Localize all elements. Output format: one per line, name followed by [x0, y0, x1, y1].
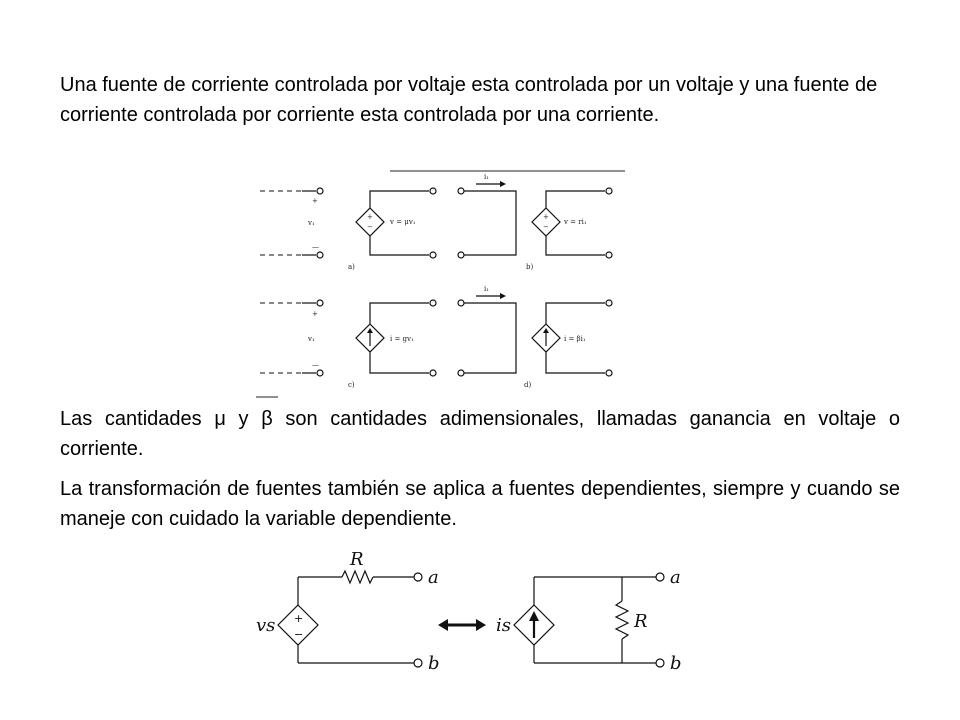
tag-a: a) [348, 263, 355, 271]
control-minus-c: — [312, 361, 319, 369]
gain-paragraph: Las cantidades μ y β son cantidades adimensionales, llamadas ganancia en voltaje o corriente. [60, 408, 900, 460]
resistor-left [342, 571, 373, 583]
equation-a: v = μv₁ [390, 218, 416, 226]
intro-paragraph: Una fuente de corriente controlada por voltaje esta controlada por un voltaje y una fuente de corriente controlada por corriente esta controlada por una corriente. [60, 74, 878, 126]
control-plus-a: + [312, 197, 318, 205]
control-current-b: i₁ [484, 173, 490, 181]
tag-c: c) [348, 381, 355, 389]
terminal-a-right: a [670, 567, 681, 588]
current-source-circuit [496, 567, 682, 674]
terminal-b-right: b [670, 653, 682, 674]
arrow-up-icon [543, 328, 549, 333]
resistor-left-label: R [350, 549, 364, 570]
svg-text:+: + [543, 213, 549, 221]
double-arrow-icon [438, 619, 486, 631]
svg-text:+: + [367, 213, 373, 221]
svg-text:+: + [294, 612, 304, 625]
svg-text:−: − [543, 223, 549, 231]
transform-paragraph: La transformación de fuentes también se aplica a fuentes dependientes, siempre y cuando se maneje con cuidado la variable dependiente. [60, 478, 900, 530]
control-minus-a: — [312, 243, 319, 251]
source-right-label: is [496, 615, 511, 636]
control-current-d: i₁ [484, 285, 490, 293]
equation-c: i = gv₁ [390, 335, 414, 343]
circuit-c [260, 300, 436, 389]
circuit-b [458, 173, 612, 271]
circuit-a [260, 188, 436, 271]
source-left-label: vs [256, 615, 276, 636]
arrow-up-icon [367, 328, 373, 333]
tag-d: d) [524, 381, 532, 389]
voltage-source-circuit [256, 549, 440, 674]
resistor-right [616, 601, 628, 639]
svg-text:−: − [294, 628, 304, 641]
terminal-b-left: b [428, 653, 440, 674]
equation-b: v = ri₁ [564, 218, 587, 226]
control-voltage-a: v₁ [308, 219, 315, 227]
tag-b: b) [526, 263, 534, 271]
arrow-up-icon [529, 611, 539, 621]
resistor-right-label: R [634, 611, 648, 632]
arrow-icon [500, 293, 506, 299]
equation-d: i = βi₁ [564, 335, 586, 343]
circuit-d [458, 285, 612, 389]
dependent-sources-figure [250, 165, 650, 400]
arrow-icon [500, 181, 506, 187]
terminal-a-left: a [428, 567, 439, 588]
control-voltage-c: v₁ [308, 335, 315, 343]
control-plus-c: + [312, 310, 318, 318]
source-transformation-figure [250, 545, 690, 685]
svg-text:−: − [367, 223, 373, 231]
